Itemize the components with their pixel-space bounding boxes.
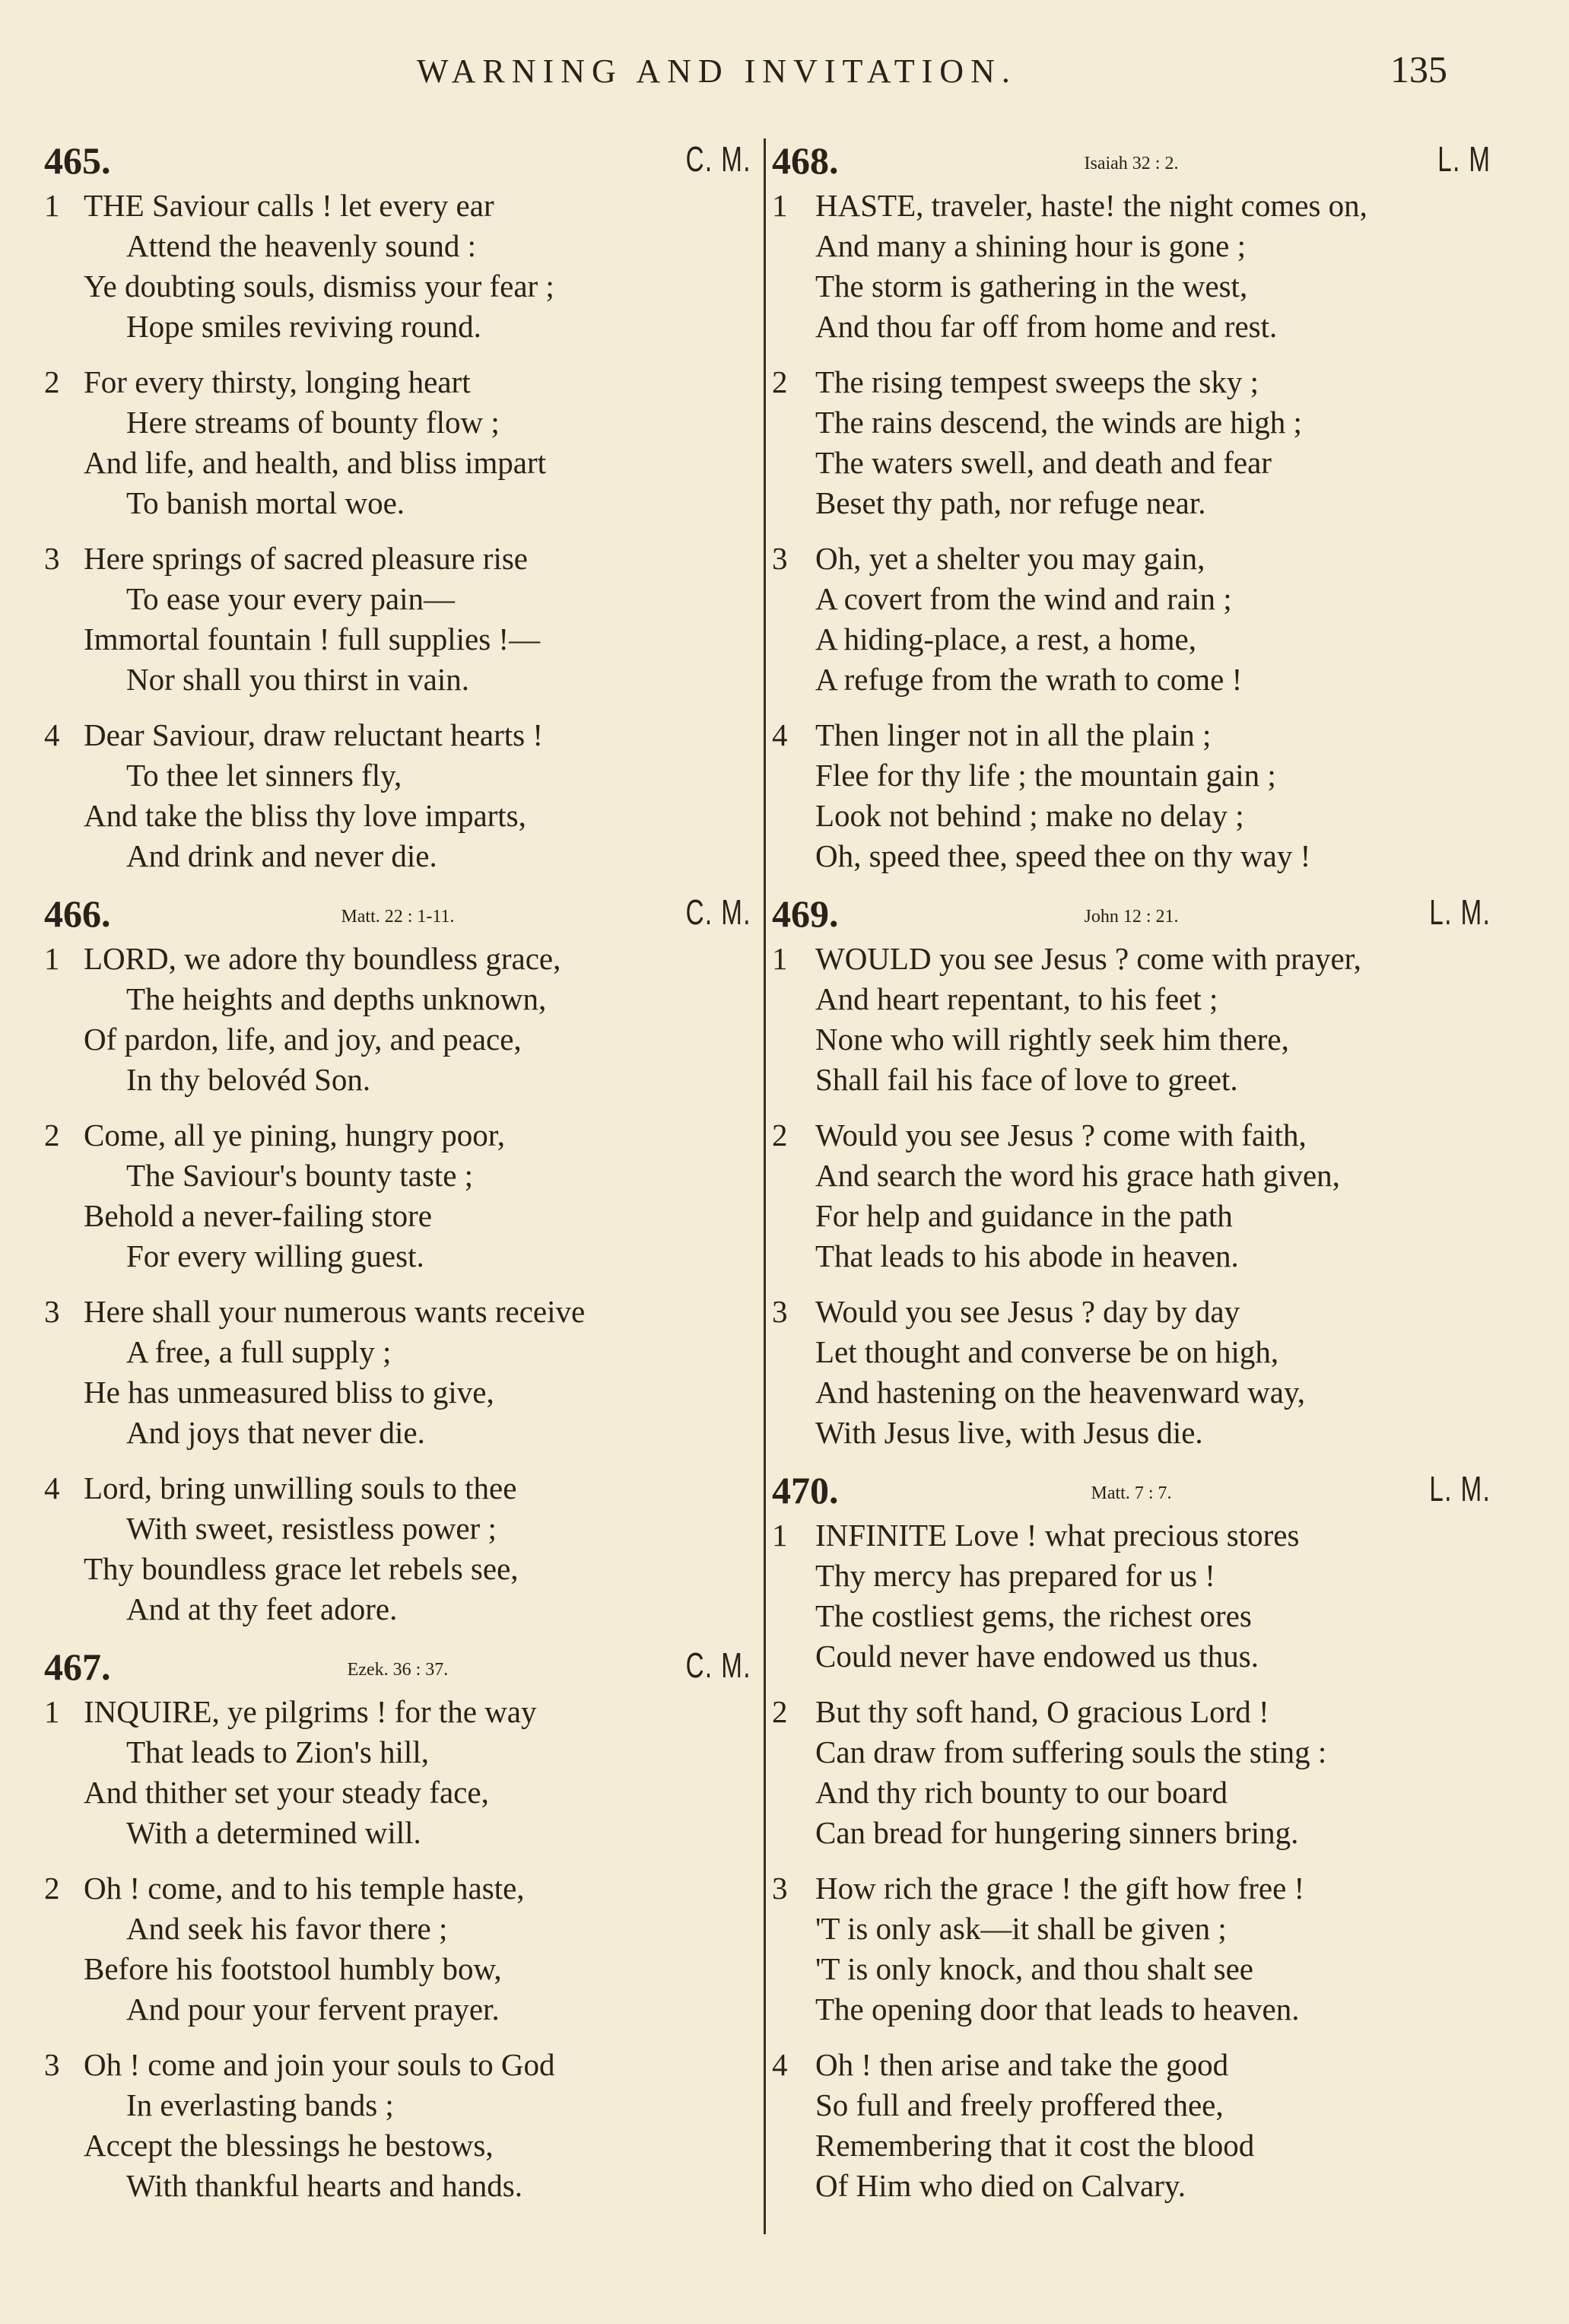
verse-line: And heart repentant, to his feet ; <box>815 981 1218 1016</box>
verse-line: Would you see Jesus ? day by day <box>815 1294 1240 1329</box>
verse-line: The costliest gems, the richest ores <box>815 1598 1252 1633</box>
verse <box>772 1692 1491 1853</box>
hymn <box>772 892 1491 1453</box>
hymn-heading <box>44 138 751 186</box>
verse-number: 2 <box>772 364 788 399</box>
verse-line: And at thy feet adore. <box>126 1591 398 1626</box>
verse <box>772 186 1491 347</box>
verse-line: Remembering that it cost the blood <box>815 2128 1255 2163</box>
hymn <box>44 892 751 1629</box>
verse-line: That leads to Zion's hill, <box>126 1734 429 1769</box>
hymn-meter: C. M. <box>685 892 751 932</box>
hymn-number: 465. <box>44 139 111 182</box>
scripture-reference: Ezek. 36 : 37. <box>347 1660 449 1680</box>
verse <box>772 1115 1491 1276</box>
verse-line: Would you see Jesus ? come with faith, <box>815 1117 1307 1152</box>
verse-line: With a determined will. <box>126 1815 421 1850</box>
verse-line: Flee for thy life ; the mountain gain ; <box>815 758 1276 793</box>
verse-line: The waters swell, and death and fear <box>815 445 1272 480</box>
hymn-heading <box>772 138 1491 186</box>
verse <box>44 2045 751 2206</box>
verse-number: 2 <box>772 1117 788 1152</box>
verse-line: 'T is only ask—it shall be given ; <box>815 1911 1227 1946</box>
verse <box>44 1115 751 1276</box>
verse-line: Can bread for hungering sinners bring. <box>815 1815 1299 1850</box>
verse-line: And life, and health, and bliss impart <box>84 445 547 480</box>
verse-number: 3 <box>772 1294 788 1329</box>
verse-line: The storm is gathering in the west, <box>815 269 1248 304</box>
verse-number: 4 <box>772 717 788 752</box>
verse-number: 1 <box>772 188 788 223</box>
verse-line: And take the bliss thy love imparts, <box>84 798 526 833</box>
verse <box>772 1515 1491 1677</box>
running-title: WARNING AND INVITATION. <box>417 52 1017 90</box>
hymn-meter: L. M <box>1437 139 1491 179</box>
verse-line: Come, all ye pining, hungry poor, <box>84 1117 506 1152</box>
verse-line: To banish mortal woe. <box>126 485 405 520</box>
verse-line: Attend the heavenly sound : <box>126 228 477 263</box>
verse-line: Oh ! come, and to his temple haste, <box>84 1871 525 1906</box>
hymn-heading <box>772 1468 1491 1515</box>
verse-line: THE Saviour calls ! let every ear <box>84 188 494 223</box>
verse <box>44 1292 751 1453</box>
hymn-meter: C. M. <box>685 1645 751 1685</box>
verse <box>44 1868 751 2030</box>
verse-line: Nor shall you thirst in vain. <box>126 662 469 697</box>
verse-line: In everlasting bands ; <box>126 2087 394 2122</box>
verse-line: Let thought and converse be on high, <box>815 1334 1279 1369</box>
hymn-number: 469. <box>772 892 839 935</box>
verse-line: But thy soft hand, O gracious Lord ! <box>815 1694 1269 1729</box>
verse-number: 3 <box>44 2047 60 2082</box>
verse-line: Thy mercy has prepared for us ! <box>815 1558 1215 1593</box>
verse-number: 2 <box>44 1871 60 1906</box>
verse-number: 3 <box>772 541 788 576</box>
hymn-number: 468. <box>772 139 839 182</box>
verse-line: Oh ! come and join your souls to God <box>84 2047 555 2082</box>
verse-line: Lord, bring unwilling souls to thee <box>84 1470 517 1505</box>
verse-line: And drink and never die. <box>126 838 437 873</box>
verse <box>44 539 751 700</box>
verse-line: That leads to his abode in heaven. <box>815 1238 1239 1273</box>
verse-number: 3 <box>44 541 60 576</box>
verse-line: HASTE, traveler, haste! the night comes on, <box>815 188 1367 223</box>
verse-line: Ye doubting souls, dismiss your fear ; <box>84 269 554 304</box>
verse <box>772 715 1491 876</box>
hymn <box>44 1645 751 2206</box>
verse-number: 4 <box>44 1470 60 1505</box>
verse-number: 3 <box>44 1294 60 1329</box>
running-header <box>0 48 1569 105</box>
verse <box>44 715 751 876</box>
verse <box>44 1468 751 1629</box>
verse-number: 1 <box>44 1694 60 1729</box>
verse-line: A refuge from the wrath to come ! <box>815 662 1243 697</box>
scripture-reference: Matt. 22 : 1-11. <box>341 907 455 927</box>
verse-line: The rising tempest sweeps the sky ; <box>815 364 1259 399</box>
verse-line: For every thirsty, longing heart <box>84 364 471 399</box>
verse-line: Immortal fountain ! full supplies !— <box>84 622 541 657</box>
verse-number: 4 <box>44 717 60 752</box>
verse-line: Could never have endowed us thus. <box>815 1639 1259 1674</box>
verse-line: WOULD you see Jesus ? come with prayer, <box>815 941 1361 976</box>
verse-line: Oh, yet a shelter you may gain, <box>815 541 1205 576</box>
verse-number: 3 <box>772 1871 788 1906</box>
verse-line: Accept the blessings he bestows, <box>84 2128 494 2163</box>
verse-line: LORD, we adore thy boundless grace, <box>84 941 561 976</box>
verse-line: Look not behind ; make no delay ; <box>815 798 1244 833</box>
page-number: 135 <box>1390 48 1447 91</box>
verse-line: And hastening on the heavenward way, <box>815 1375 1306 1410</box>
verse-number: 1 <box>44 188 60 223</box>
verse-line: Oh ! then arise and take the good <box>815 2047 1229 2082</box>
verse-line: So full and freely proffered thee, <box>815 2087 1224 2122</box>
right-column <box>772 138 1491 2221</box>
hymn-meter: C. M. <box>685 139 751 179</box>
verse-line: None who will rightly seek him there, <box>815 1022 1289 1057</box>
verse-line: Beset thy path, nor refuge near. <box>815 485 1206 520</box>
verse-line: Of pardon, life, and joy, and peace, <box>84 1022 522 1057</box>
verse-line: A free, a full supply ; <box>126 1334 392 1369</box>
verse-line: A covert from the wind and rain ; <box>815 581 1232 616</box>
verse-line: INQUIRE, ye pilgrims ! for the way <box>84 1694 537 1729</box>
hymn-heading <box>44 1645 751 1692</box>
verse-line: Can draw from suffering souls the sting : <box>815 1734 1327 1769</box>
left-column <box>44 138 751 2221</box>
verse-line: The Saviour's bounty taste ; <box>126 1158 474 1193</box>
verse <box>772 1292 1491 1453</box>
verse-line: And thy rich bounty to our board <box>815 1775 1228 1810</box>
verse-number: 2 <box>44 1117 60 1152</box>
hymn-heading <box>44 892 751 939</box>
verse <box>44 939 751 1100</box>
verse <box>772 362 1491 523</box>
verse <box>772 2045 1491 2206</box>
verse-line: In thy belovéd Son. <box>126 1062 371 1097</box>
verse-line: With Jesus live, with Jesus die. <box>815 1415 1203 1450</box>
verse-line: And seek his favor there ; <box>126 1911 448 1946</box>
verse-line: To ease your every pain— <box>126 581 456 616</box>
verse-line: And joys that never die. <box>126 1415 425 1450</box>
verse-line: Here streams of bounty flow ; <box>126 405 500 440</box>
verse-line: The opening door that leads to heaven. <box>815 1992 1300 2027</box>
verse-line: The heights and depths unknown, <box>126 981 547 1016</box>
verse-number: 1 <box>772 1518 788 1553</box>
verse-number: 2 <box>772 1694 788 1729</box>
verse-line: Here shall your numerous wants receive <box>84 1294 586 1329</box>
verse <box>44 362 751 523</box>
verse-line: Behold a never-failing store <box>84 1198 432 1233</box>
verse-line: Then linger not in all the plain ; <box>815 717 1212 752</box>
verse-line: Hope smiles reviving round. <box>126 309 481 344</box>
verse-line: INFINITE Love ! what precious stores <box>815 1518 1300 1553</box>
hymn-number: 470. <box>772 1469 839 1512</box>
verse-line: For help and guidance in the path <box>815 1198 1233 1233</box>
hymn-heading <box>772 892 1491 939</box>
verse-line: And thither set your steady face, <box>84 1775 489 1810</box>
column-divider <box>764 138 766 2234</box>
verse-line: Thy boundless grace let rebels see, <box>84 1551 519 1586</box>
verse-line: To thee let sinners fly, <box>126 758 402 793</box>
verse-number: 1 <box>44 941 60 976</box>
hymn <box>772 1468 1491 2206</box>
verse-line: And thou far off from home and rest. <box>815 309 1278 344</box>
verse-line: With sweet, resistless power ; <box>126 1511 497 1546</box>
verse <box>44 186 751 347</box>
verse-number: 1 <box>772 941 788 976</box>
verse-line: He has unmeasured bliss to give, <box>84 1375 494 1410</box>
verse-line: And search the word his grace hath given, <box>815 1158 1340 1193</box>
verse-line: And pour your fervent prayer. <box>126 1992 500 2027</box>
hymn <box>44 138 751 876</box>
verse-line: The rains descend, the winds are high ; <box>815 405 1302 440</box>
verse-line: A hiding-place, a rest, a home, <box>815 622 1196 657</box>
verse-line: Here springs of sacred pleasure rise <box>84 541 529 576</box>
verse-line: How rich the grace ! the gift how free ! <box>815 1871 1305 1906</box>
hymn-number: 466. <box>44 892 111 935</box>
verse <box>772 539 1491 700</box>
verse-line: Dear Saviour, draw reluctant hearts ! <box>84 717 543 752</box>
hymn-meter: L. M. <box>1429 1469 1491 1509</box>
verse-line: With thankful hearts and hands. <box>126 2168 522 2203</box>
verse-line: 'T is only knock, and thou shalt see <box>815 1951 1254 1986</box>
scripture-reference: John 12 : 21. <box>1084 907 1179 927</box>
verse <box>772 939 1491 1100</box>
verse-line: For every willing guest. <box>126 1238 424 1273</box>
hymn-meter: L. M. <box>1429 892 1491 932</box>
verse-line: Before his footstool humbly bow, <box>84 1951 502 1986</box>
verse-number: 2 <box>44 364 60 399</box>
verse-line: Of Him who died on Calvary. <box>815 2168 1186 2203</box>
hymn-number: 467. <box>44 1645 111 1688</box>
verse-line: Shall fail his face of love to greet. <box>815 1062 1238 1097</box>
verse-line: And many a shining hour is gone ; <box>815 228 1246 263</box>
scripture-reference: Matt. 7 : 7. <box>1091 1483 1172 1503</box>
verse <box>44 1692 751 1853</box>
verse-line: Oh, speed thee, speed thee on thy way ! <box>815 838 1311 873</box>
hymn <box>772 138 1491 876</box>
verse-number: 4 <box>772 2047 788 2082</box>
scripture-reference: Isaiah 32 : 2. <box>1084 154 1179 173</box>
verse <box>772 1868 1491 2030</box>
